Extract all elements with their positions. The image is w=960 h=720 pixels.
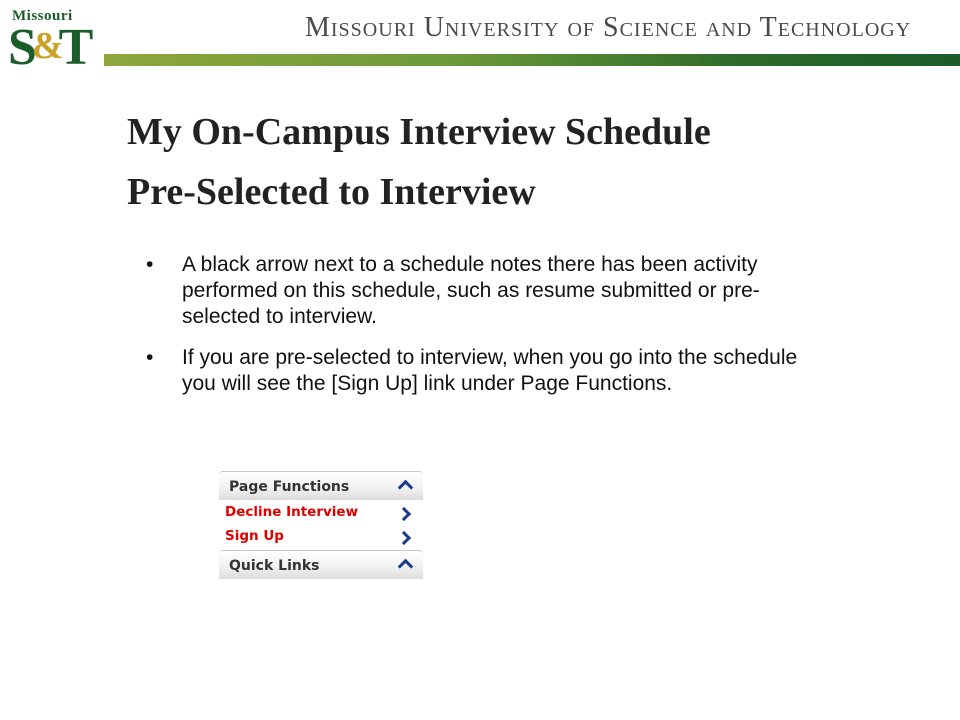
bullet-item [146, 252, 836, 330]
chevron-right-icon [397, 507, 411, 521]
logo-wordmark-top: Missouri [12, 8, 73, 24]
bullet-marker: • [146, 253, 154, 276]
page-functions-panel [219, 471, 423, 579]
bullet-marker: • [146, 346, 154, 369]
page-functions-label: Page Functions [229, 479, 350, 495]
sign-up-label: Sign Up [225, 528, 284, 544]
decline-interview-label: Decline Interview [225, 504, 359, 520]
bullet-list [146, 252, 836, 412]
university-name: Missouri University of Science and Technology [305, 12, 912, 43]
bullet-text: If you are pre-selected to interview, when you go into the schedule you will see the [Sign Up] link under Page Functions. [182, 346, 798, 395]
quick-links-header[interactable] [219, 550, 423, 579]
logo-letter-t: T [58, 19, 91, 76]
bullet-text: A black arrow next to a schedule notes there has been activity performed on this schedule, such as resume submitted or pre-selected to interview. [182, 253, 760, 328]
logo-ampersand: & [31, 25, 61, 67]
page-functions-header[interactable] [219, 471, 423, 500]
bullet-item [146, 345, 836, 397]
collapse-caret-icon[interactable] [398, 559, 414, 575]
chevron-right-icon [397, 531, 411, 545]
sign-up-link[interactable] [219, 524, 423, 548]
slide-title: My On-Campus Interview Schedule [127, 111, 711, 153]
collapse-caret-icon[interactable] [398, 480, 414, 496]
quick-links-label: Quick Links [229, 558, 320, 574]
logo-monogram [8, 19, 91, 76]
slide-subtitle: Pre-Selected to Interview [127, 171, 536, 213]
logo-letter-s: S [8, 19, 34, 76]
university-logo [8, 8, 100, 80]
header-divider-bar [104, 54, 960, 66]
decline-interview-link[interactable] [219, 500, 423, 524]
